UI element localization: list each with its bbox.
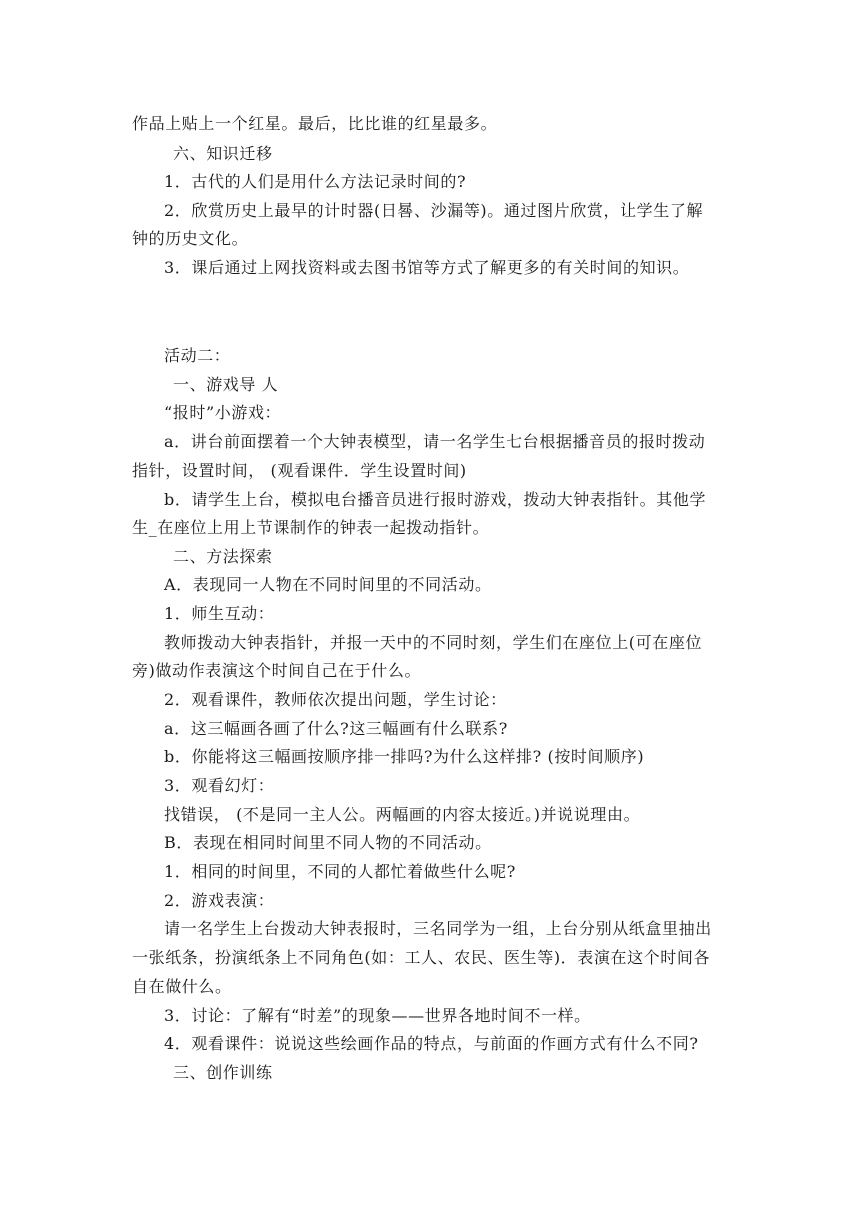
text-line: 3．观看幻灯： [164, 776, 275, 795]
text-line: a．这三幅画各画了什么?这三幅画有什么联系? [164, 719, 508, 738]
activity-heading: 活动二： [164, 346, 231, 365]
text-line: “报时”小游戏： [164, 403, 282, 422]
text-line: 自在做什么。 [132, 977, 232, 996]
text-line: 请一名学生上台拨动大钟表报时，三名同学为一组，上台分别从纸盒里抽出 [164, 919, 712, 938]
text-line: b．请学生上台，模拟电台播音员进行报时游戏，拨动大钟表指针。其他学 [164, 490, 707, 509]
text-line: 指针，设置时间， (观看课件．学生设置时间) [132, 461, 467, 480]
text-line: 3．讨论：了解有“时差”的现象——世界各地时间不一样。 [164, 1006, 591, 1025]
text-line: 2．游戏表演： [164, 891, 275, 910]
section-heading: 二、方法探索 [173, 547, 273, 566]
text-line: 钟的历史文化。 [132, 229, 249, 248]
text-line: a．讲台前面摆着一个大钟表模型，请一名学生七台根据播音员的报时拨动 [164, 432, 706, 451]
text-line: 教师拨动大钟表指针，并报一天中的不同时刻，学生们在座位上(可在座位 [164, 633, 703, 652]
text-line: B．表现在相同时间里不同人物的不同活动。 [164, 833, 492, 852]
text-line: 4．观看课件：说说这些绘画作品的特点，与前面的作画方式有什么不同? [164, 1034, 699, 1053]
text-line: 2．欣赏历史上最早的计时器(日晷、沙漏等)。通过图片欣赏，让学生了解 [164, 201, 704, 220]
text-line: 2．观看课件，教师依次提出问题，学生讨论： [164, 690, 507, 709]
text-line: 一张纸条，扮演纸条上不同角色(如：工人、农民、医生等)．表演在这个时间各 [132, 948, 711, 967]
text-line: 作品上贴上一个红星。最后，比比谁的红星最多。 [132, 114, 498, 133]
text-line: 旁)做动作表演这个时间自己在于什么。 [132, 661, 422, 680]
section-heading: 六、知识迁移 [173, 144, 273, 163]
text-line: 3．课后通过上网找资料或去图书馆等方式了解更多的有关时间的知识。 [164, 258, 690, 277]
text-line: 1．相同的时间里，不同的人都忙着做些什么呢? [164, 862, 516, 881]
text-line: b．你能将这三幅画按顺序排一排吗?为什么这样排? (按时间顺序) [164, 747, 645, 766]
text-line: A．表现同一人物在不同时间里的不同活动。 [164, 575, 492, 594]
text-line: 1．师生互动： [164, 604, 275, 623]
text-line: 1．古代的人们是用什么方法记录时间的? [164, 172, 467, 191]
section-heading: 一、游戏导 人 [173, 375, 279, 394]
text-line: 找错误， (不是同一主人公。两幅画的内容太接近。)并说说理由。 [164, 805, 641, 824]
section-heading: 三、创作训练 [173, 1063, 273, 1082]
text-line: 生_在座位上用上节课制作的钟表一起拨动指针。 [132, 518, 490, 537]
